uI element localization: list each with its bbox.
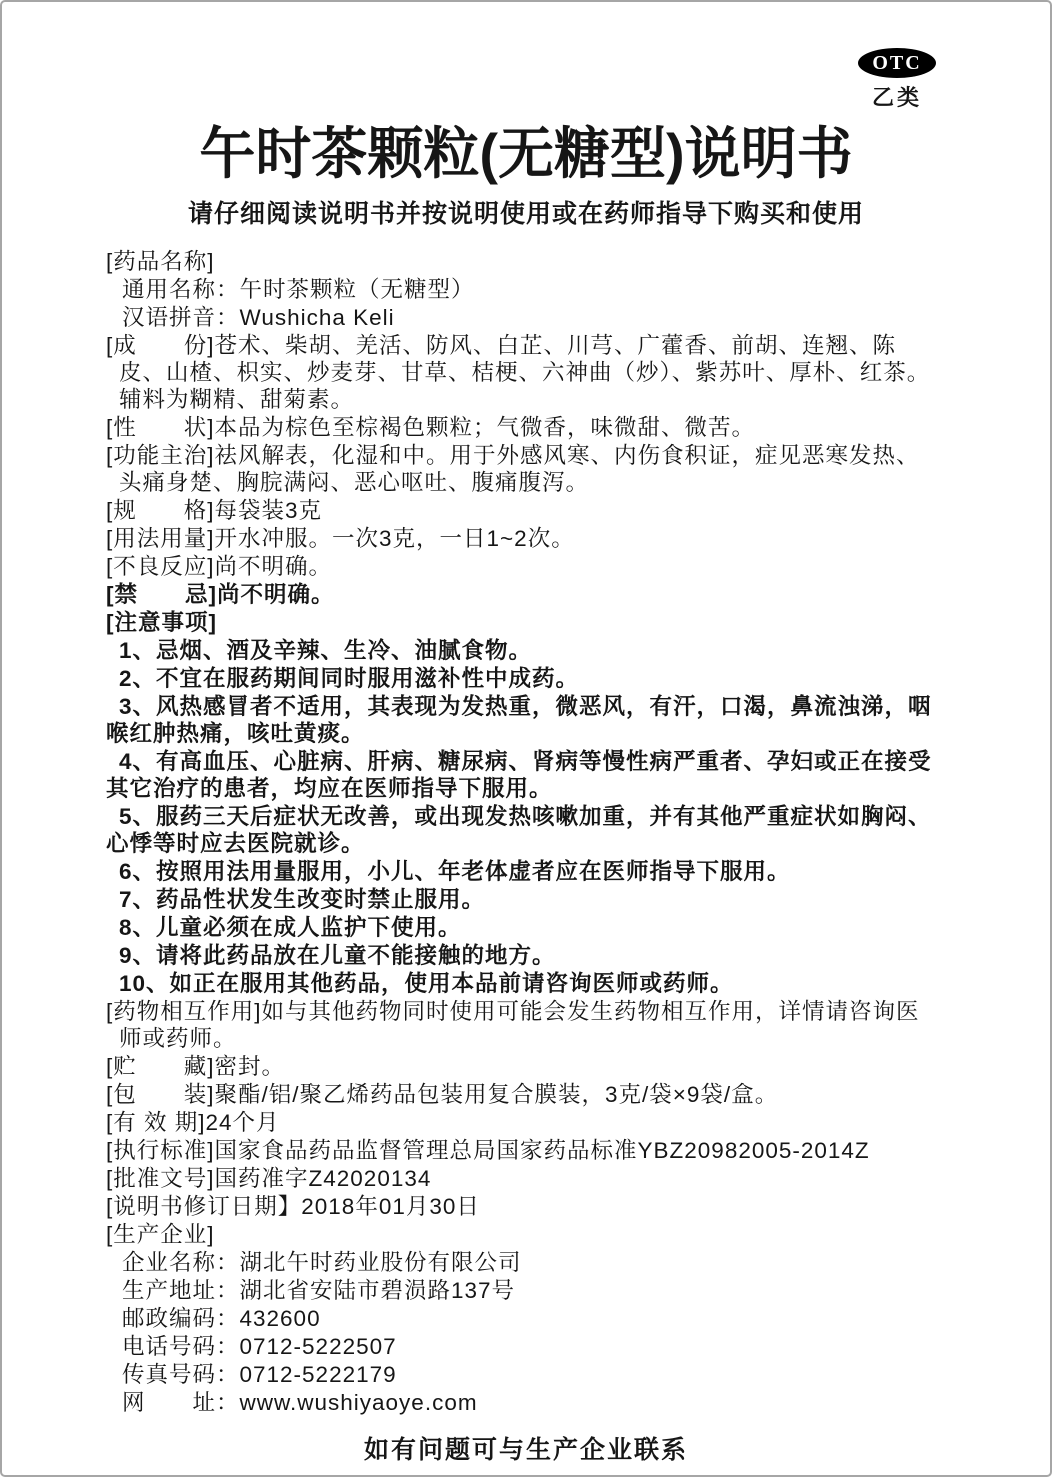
adverse-reactions bbox=[106, 553, 940, 580]
precautions-heading bbox=[106, 609, 940, 636]
manufacturer-section bbox=[106, 1221, 940, 1248]
precaution-item-2 bbox=[106, 665, 940, 692]
manufacturer-section-label: [生产企业] bbox=[106, 1222, 215, 1248]
drug-name-section bbox=[106, 248, 940, 275]
specification-text: 每袋装3克 bbox=[214, 498, 323, 524]
precaution-item-3 bbox=[106, 693, 940, 747]
shelf-life-text: 24个月 bbox=[205, 1110, 280, 1136]
otc-logo-text: OTC bbox=[872, 51, 922, 74]
contraindications bbox=[106, 581, 940, 608]
website-text: 网 址：www.wushiyaoye.com bbox=[122, 1390, 478, 1416]
packaging bbox=[106, 1081, 940, 1108]
specification bbox=[106, 497, 940, 524]
revision-date bbox=[106, 1193, 940, 1220]
company-name bbox=[106, 1249, 940, 1276]
page-title: 午时茶颗粒(无糖型)说明书 bbox=[199, 122, 853, 185]
ingredients-label: [成 份] bbox=[106, 333, 215, 359]
precaution-item-4 bbox=[106, 748, 940, 802]
revision-date-text: 2018年01月30日 bbox=[301, 1194, 480, 1220]
executive-standard-text: 国家食品药品监督管理总局国家药品标准YBZ20982005-2014Z bbox=[214, 1138, 870, 1164]
precaution-item-10-text: 10、如正在服用其他药品，使用本品前请咨询医师或药师。 bbox=[119, 971, 734, 997]
adverse-reactions-text: 尚不明确。 bbox=[214, 554, 333, 580]
approval-number-label: [批准文号] bbox=[106, 1166, 215, 1192]
phone-number-text: 电话号码：0712-5222507 bbox=[122, 1334, 397, 1360]
drug-interactions-label: [药物相互作用] bbox=[106, 999, 262, 1025]
precaution-item-9 bbox=[106, 942, 940, 969]
precaution-item-3-text: 3、风热感冒者不适用，其表现为发热重，微恶风，有汗，口渴，鼻流浊涕，咽喉红肿热痛，咳吐黄痰。 bbox=[106, 694, 932, 747]
approval-number bbox=[106, 1165, 940, 1192]
production-address bbox=[106, 1277, 940, 1304]
precaution-item-8-text: 8、儿童必须在成人监护下使用。 bbox=[119, 915, 462, 941]
drug-name-section-label: [药品名称] bbox=[106, 249, 215, 275]
production-address-text: 生产地址：湖北省安陆市碧涢路137号 bbox=[122, 1278, 516, 1304]
precaution-item-5 bbox=[106, 803, 940, 857]
functions-indications bbox=[106, 442, 940, 496]
functions-indications-label: [功能主治] bbox=[106, 443, 215, 469]
generic-name-text: 通用名称：午时茶颗粒（无糖型） bbox=[122, 277, 475, 303]
contact-note: 如有问题可与生产企业联系 bbox=[363, 1436, 688, 1465]
contraindications-text: 尚不明确。 bbox=[217, 582, 335, 608]
shelf-life-label: [有 效 期] bbox=[106, 1110, 206, 1136]
storage bbox=[106, 1053, 940, 1080]
ingredients bbox=[106, 332, 940, 413]
dosage bbox=[106, 525, 940, 552]
contraindications-label: [禁 忌] bbox=[106, 582, 217, 608]
precaution-item-6 bbox=[106, 858, 940, 885]
adverse-reactions-label: [不良反应] bbox=[106, 554, 215, 580]
phone-number bbox=[106, 1333, 940, 1360]
revision-date-label: [说明书修订日期】 bbox=[106, 1194, 302, 1220]
executive-standard-label: [执行标准] bbox=[106, 1138, 215, 1164]
leaflet-body bbox=[106, 248, 940, 1416]
precaution-item-1 bbox=[106, 637, 940, 664]
description-label: [性 状] bbox=[106, 415, 215, 441]
postal-code bbox=[106, 1305, 940, 1332]
precautions-heading-label: [注意事项] bbox=[106, 610, 217, 636]
precaution-item-7-text: 7、药品性状发生改变时禁止服用。 bbox=[119, 887, 486, 913]
otc-badge bbox=[858, 48, 936, 112]
storage-label: [贮 藏] bbox=[106, 1054, 215, 1080]
precaution-item-6-text: 6、按照用法用量服用，小儿、年老体虚者应在医师指导下服用。 bbox=[119, 859, 791, 885]
dosage-text: 开水冲服。一次3克，一日1~2次。 bbox=[214, 526, 575, 552]
pinyin-name bbox=[106, 304, 940, 331]
dosage-label: [用法用量] bbox=[106, 526, 215, 552]
precaution-item-5-text: 5、服药三天后症状无改善，或出现发热咳嗽加重，并有其他严重症状如胸闷、心悸等时应去医院就诊。 bbox=[106, 804, 932, 857]
shelf-life bbox=[106, 1109, 940, 1136]
precaution-item-8 bbox=[106, 914, 940, 941]
drug-interactions-text: 如与其他药物同时使用可能会发生药物相互作用，详情请咨询医师或药师。 bbox=[119, 999, 920, 1052]
advisory-subtitle: 请仔细阅读说明书并按说明使用或在药师指导下购买和使用 bbox=[187, 200, 864, 229]
otc-class-label: 乙类 bbox=[871, 85, 922, 110]
description-text: 本品为棕色至棕褐色颗粒；气微香，味微甜、微苦。 bbox=[214, 415, 756, 441]
website bbox=[106, 1389, 940, 1416]
ingredients-text: 苍术、柴胡、羌活、防风、白芷、川芎、广藿香、前胡、连翘、陈皮、山楂、枳实、炒麦芽、甘草、桔梗、六神曲（炒）、紫苏叶、厚朴、红茶。辅料为糊精、甜菊素。 bbox=[119, 333, 931, 413]
precaution-item-10 bbox=[106, 970, 940, 997]
fax-number bbox=[106, 1361, 940, 1388]
approval-number-text: 国药准字Z42020134 bbox=[214, 1166, 432, 1192]
fax-number-text: 传真号码：0712-5222179 bbox=[122, 1362, 397, 1388]
precaution-item-9-text: 9、请将此药品放在儿童不能接触的地方。 bbox=[119, 943, 556, 969]
company-name-text: 企业名称：湖北午时药业股份有限公司 bbox=[122, 1250, 522, 1276]
packaging-label: [包 装] bbox=[106, 1082, 215, 1108]
packaging-text: 聚酯/铝/聚乙烯药品包装用复合膜装，3克/袋×9袋/盒。 bbox=[214, 1082, 779, 1108]
description bbox=[106, 414, 940, 441]
functions-indications-text: 祛风解表，化湿和中。用于外感风寒、内伤食积证，症见恶寒发热、头痛身楚、胸脘满闷、恶心呕吐、腹痛腹泻。 bbox=[119, 443, 920, 496]
otc-logo bbox=[858, 48, 936, 78]
precaution-item-1-text: 1、忌烟、酒及辛辣、生冷、油腻食物。 bbox=[119, 638, 533, 664]
precaution-item-4-text: 4、有高血压、心脏病、肝病、糖尿病、肾病等慢性病严重者、孕妇或正在接受其它治疗的患者，均应在医师指导下服用。 bbox=[106, 749, 932, 802]
generic-name bbox=[106, 276, 940, 303]
pinyin-name-text: 汉语拼音：Wushicha Keli bbox=[122, 305, 395, 331]
specification-label: [规 格] bbox=[106, 498, 215, 524]
precaution-item-7 bbox=[106, 886, 940, 913]
storage-text: 密封。 bbox=[214, 1054, 286, 1080]
drug-interactions bbox=[106, 998, 940, 1052]
postal-code-text: 邮政编码：432600 bbox=[122, 1306, 321, 1332]
executive-standard bbox=[106, 1137, 940, 1164]
precaution-item-2-text: 2、不宜在服药期间同时服用滋补性中成药。 bbox=[119, 666, 580, 692]
